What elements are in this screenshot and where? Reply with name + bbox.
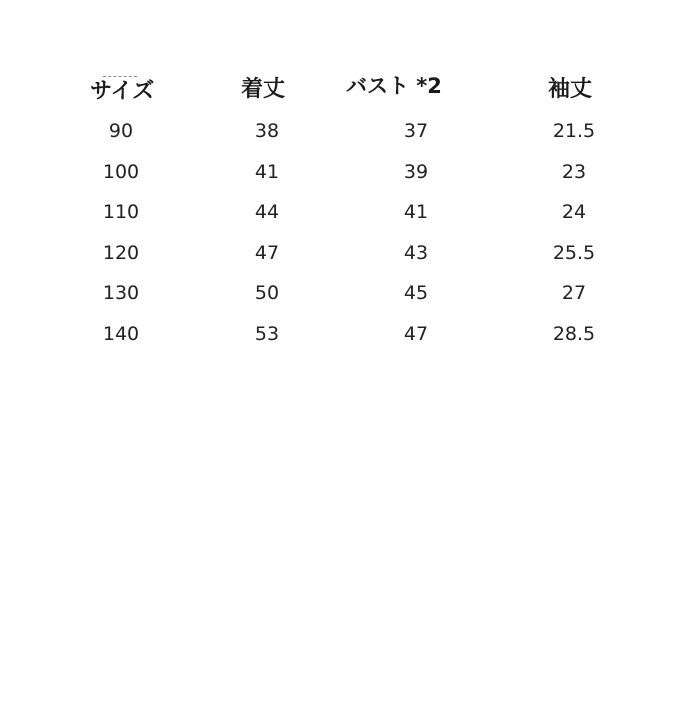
- cell-bust: 37: [403, 120, 429, 142]
- cell-bust: 47: [403, 323, 429, 345]
- cell-size: 110: [102, 201, 140, 223]
- cell-bust: 43: [403, 242, 429, 264]
- cell-length: 41: [254, 161, 280, 183]
- cell-size: 90: [108, 120, 134, 142]
- cell-sleeve: 27: [561, 282, 587, 304]
- cell-sleeve: 23: [561, 161, 587, 183]
- cell-bust: 41: [403, 201, 429, 223]
- cell-bust: 45: [403, 282, 429, 304]
- header-size: サイズ: [90, 79, 155, 104]
- cell-size: 140: [102, 323, 140, 345]
- cell-size: 100: [102, 161, 140, 183]
- cell-size: 130: [102, 282, 140, 304]
- header-sleeve: 袖丈: [548, 77, 593, 102]
- cell-length: 50: [254, 282, 280, 304]
- cell-length: 38: [254, 120, 280, 142]
- cell-size: 120: [102, 242, 140, 264]
- cell-sleeve: 21.5: [552, 120, 596, 142]
- cell-bust: 39: [403, 161, 429, 183]
- cell-sleeve: 24: [561, 201, 587, 223]
- cell-sleeve: 25.5: [552, 242, 596, 264]
- header-length: 着丈: [241, 77, 286, 102]
- cell-length: 53: [254, 323, 280, 345]
- header-bust: バスト *2: [346, 74, 442, 98]
- cell-length: 47: [254, 242, 280, 264]
- cell-length: 44: [254, 201, 280, 223]
- cell-sleeve: 28.5: [552, 323, 596, 345]
